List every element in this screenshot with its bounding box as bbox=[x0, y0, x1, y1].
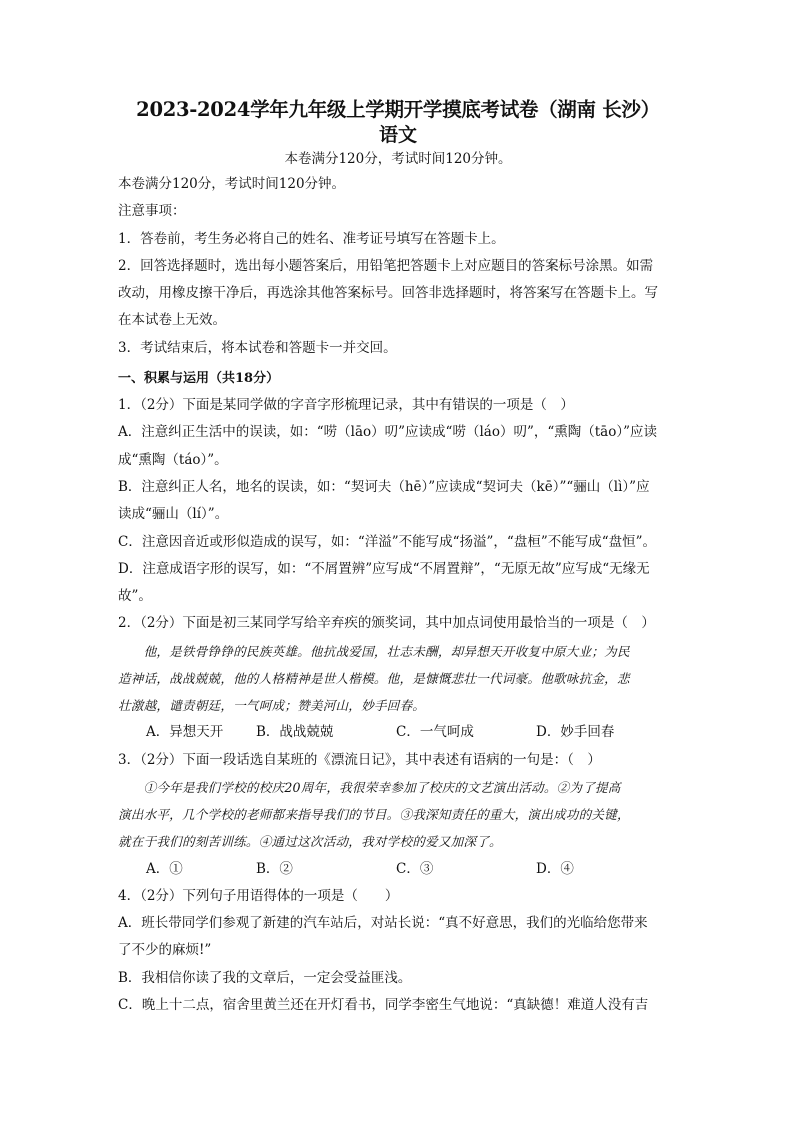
question-2-passage: 他，是铁骨铮铮的民族英雄。他抗战爱国，壮志未酬，却异想天开收复中原大业；为民 bbox=[118, 643, 630, 659]
question-4-line: 了不少的麻烦!” bbox=[118, 942, 212, 959]
notes-heading: 注意事项： bbox=[118, 203, 186, 220]
question-1-line: A．注意纠正生活中的误读，如：“唠（lāo）叨”应读成“唠（láo）叨”，“熏陶（tāo）”应读 bbox=[118, 424, 657, 441]
question-2-passage: 壮激越，谴责朝廷，一气呵成；赞美河山，妙手回春。 bbox=[118, 698, 426, 714]
question-3-passage: ①今年是我们学校的校庆20周年，我很荣幸参加了校庆的文艺演出活动。②为了提高 bbox=[118, 779, 621, 795]
section-heading: 一、积累与运用（共18分） bbox=[118, 371, 280, 387]
question-4-line: A．班长带同学们参观了新建的汽车站后，对站长说：“真不好意思，我们的光临给您带来 bbox=[118, 915, 648, 932]
question-4-line: C．晚上十二点，宿舍里黄兰还在开灯看书，同学李密生气地说：“真缺德！难道人没有吉 bbox=[118, 997, 649, 1014]
option-d: D．④ bbox=[536, 860, 574, 877]
question-1-stem: 1．（2分）下面是某同学做的字音字形梳理记录，其中有错误的一项是（ ） bbox=[118, 397, 574, 414]
note-item: 改动，用橡皮擦干净后，再选涂其他答案标号。回答非选择题时，将答案写在答题卡上。写 bbox=[118, 285, 658, 302]
exam-info: 本卷满分120分，考试时间120分钟。 bbox=[118, 176, 346, 192]
exam-title: 2023-2024学年九年级上学期开学摸底考试卷（湖南 长沙） bbox=[136, 98, 660, 121]
question-1-line: D．注意成语字形的误写，如：“不屑置辨”应写成“不屑置辩”，“无原无故”应写成“无缘无 bbox=[118, 560, 650, 577]
question-1-line: B．注意纠正人名，地名的误读，如：“契诃夫（hē）”应读成“契诃夫（kē）”“骊山（lì）”应 bbox=[118, 478, 650, 495]
option-b: B．② bbox=[256, 860, 293, 877]
question-1-line: C．注意因音近或形似造成的误写，如：“洋溢”不能写成“扬溢”，“盘桓”不能写成“盘恒”。 bbox=[118, 533, 657, 550]
question-3-passage: 演出水平，几个学校的老师都来指导我们的节目。③我深知责任的重大，演出成功的关键， bbox=[118, 807, 630, 823]
option-d: D．妙手回春 bbox=[536, 724, 615, 741]
exam-info-center: 本卷满分120分，考试时间120分钟。 bbox=[284, 151, 512, 167]
note-item: 1．答卷前，考生务必将自己的姓名、准考证号填写在答题卡上。 bbox=[118, 230, 505, 247]
subject-title: 语文 bbox=[378, 124, 417, 146]
question-3-passage: 就在于我们的刻苦训练。④通过这次活动，我对学校的爱又加深了。 bbox=[118, 834, 502, 850]
question-2-stem: 2．（2分）下面是初三某同学写给辛弃疾的颁奖词，其中加点词使用最恰当的一项是（ ） bbox=[118, 615, 655, 632]
question-1-line: 成“熏陶（táo）”。 bbox=[118, 451, 228, 468]
note-item: 在本试卷上无效。 bbox=[118, 312, 226, 329]
option-a: A．① bbox=[146, 860, 183, 877]
question-2-passage: 造神话，战战兢兢，他的人格精神是世人楷模。他，是慷慨悲壮一代词豪。他歌咏抗金，悲 bbox=[118, 670, 630, 686]
note-item: 2．回答选择题时，选出每小题答案后，用铅笔把答题卡上对应题目的答案标号涂黑。如需 bbox=[118, 257, 654, 274]
note-item: 3．考试结束后，将本试卷和答题卡一并交回。 bbox=[118, 339, 397, 356]
option-a: A．异想天开 bbox=[146, 724, 224, 741]
question-4-stem: 4．（2分）下列句子用语得体的一项是（ ） bbox=[118, 887, 399, 904]
question-3-options bbox=[118, 856, 678, 883]
question-1-line: 读成“骊山（lí）”。 bbox=[118, 506, 229, 523]
question-2-options bbox=[118, 719, 678, 746]
exam-page bbox=[118, 96, 678, 1019]
option-c: C．一气呵成 bbox=[396, 724, 474, 741]
option-b: B．战战兢兢 bbox=[256, 724, 334, 741]
option-c: C．③ bbox=[396, 860, 434, 877]
question-3-stem: 3．（2分）下面一段话选自某班的《漂流日记》，其中表述有语病的一句是：（ ） bbox=[118, 751, 601, 768]
question-1-line: 故”。 bbox=[118, 588, 152, 605]
question-4-line: B．我相信你读了我的文章后，一定会受益匪浅。 bbox=[118, 969, 412, 986]
